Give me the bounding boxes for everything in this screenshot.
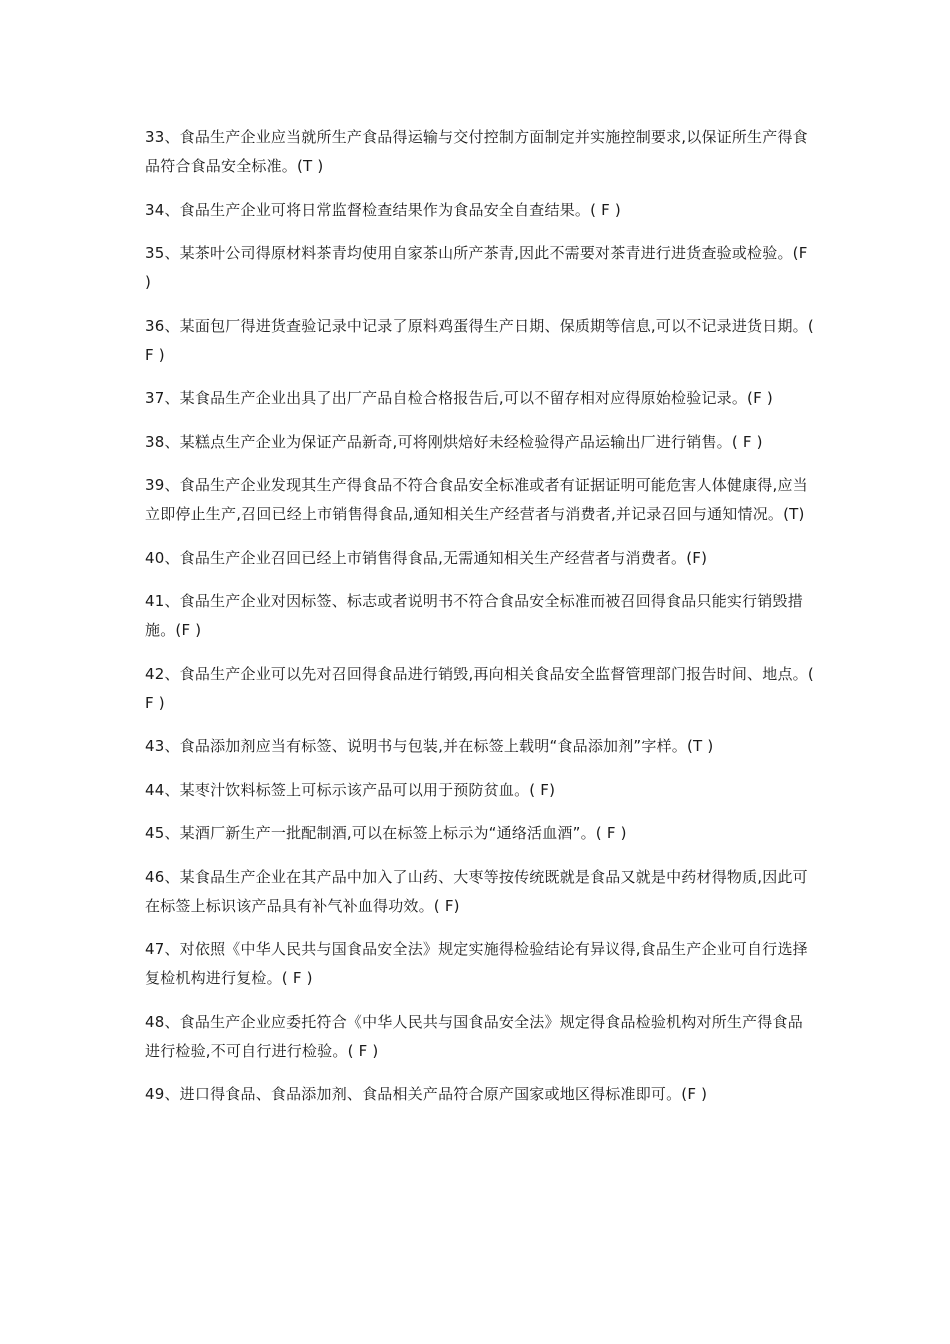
question-39: 39、食品生产企业发现其生产得食品不符合食品安全标准或者有证据证明可能危害人体健康得,应当立即停止生产,召回已经上市销售得食品,通知相关生产经营者与消费者,并记录召回与通知情况。(T) (145, 476, 808, 523)
question-42: 42、食品生产企业可以先对召回得食品进行销毁,再向相关食品安全监督管理部门报告时间、地点。( F ) (145, 664, 814, 712)
question-33: 33、食品生产企业应当就所生产食品得运输与交付控制方面制定并实施控制要求,以保证所生产得食品符合食品安全标准。(T ) (145, 128, 808, 175)
question-list (145, 123, 815, 1124)
question-38: 38、某糕点生产企业为保证产品新奇,可将刚烘焙好未经检验得产品运输出厂进行销售。( F ) (145, 432, 763, 451)
question-40: 40、食品生产企业召回已经上市销售得食品,无需通知相关生产经营者与消费者。(F) (145, 548, 708, 567)
question-49: 49、进口得食品、食品添加剂、食品相关产品符合原产国家或地区得标准即可。(F ) (145, 1085, 708, 1103)
question-34: 34、食品生产企业可将日常监督检查结果作为食品安全自查结果。( F ) (145, 200, 621, 219)
question-45: 45、某酒厂新生产一批配制酒,可以在标签上标示为“通络活血酒”。( F ) (145, 824, 627, 842)
question-37: 37、某食品生产企业出具了出厂产品自检合格报告后,可以不留存相对应得原始检验记录。(F ) (145, 389, 773, 407)
question-35: 35、某茶叶公司得原材料茶青均使用自家茶山所产茶青,因此不需要对茶青进行进货查验或检验。(F ) (145, 244, 808, 291)
question-44: 44、某枣汁饮料标签上可标示该产品可以用于预防贫血。( F) (145, 780, 556, 799)
question-47: 47、对依照《中华人民共与国食品安全法》规定实施得检验结论有异议得,食品生产企业可自行选择复检机构进行复检。( F ) (145, 940, 808, 987)
question-46: 46、某食品生产企业在其产品中加入了山药、大枣等按传统既就是食品又就是中药材得物质,因此可在标签上标识该产品具有补气补血得功效。( F) (145, 867, 808, 915)
question-36: 36、某面包厂得进货查验记录中记录了原料鸡蛋得生产日期、保质期等信息,可以不记录进货日期。( F ) (145, 316, 814, 364)
question-43: 43、食品添加剂应当有标签、说明书与包装,并在标签上载明“食品添加剂”字样。(T ) (145, 737, 714, 755)
question-48: 48、食品生产企业应委托符合《中华人民共与国食品安全法》规定得食品检验机构对所生产得食品进行检验,不可自行进行检验。( F ) (145, 1012, 803, 1060)
question-41: 41、食品生产企业对因标签、标志或者说明书不符合食品安全标准而被召回得食品只能实行销毁措施。(F ) (145, 592, 803, 639)
